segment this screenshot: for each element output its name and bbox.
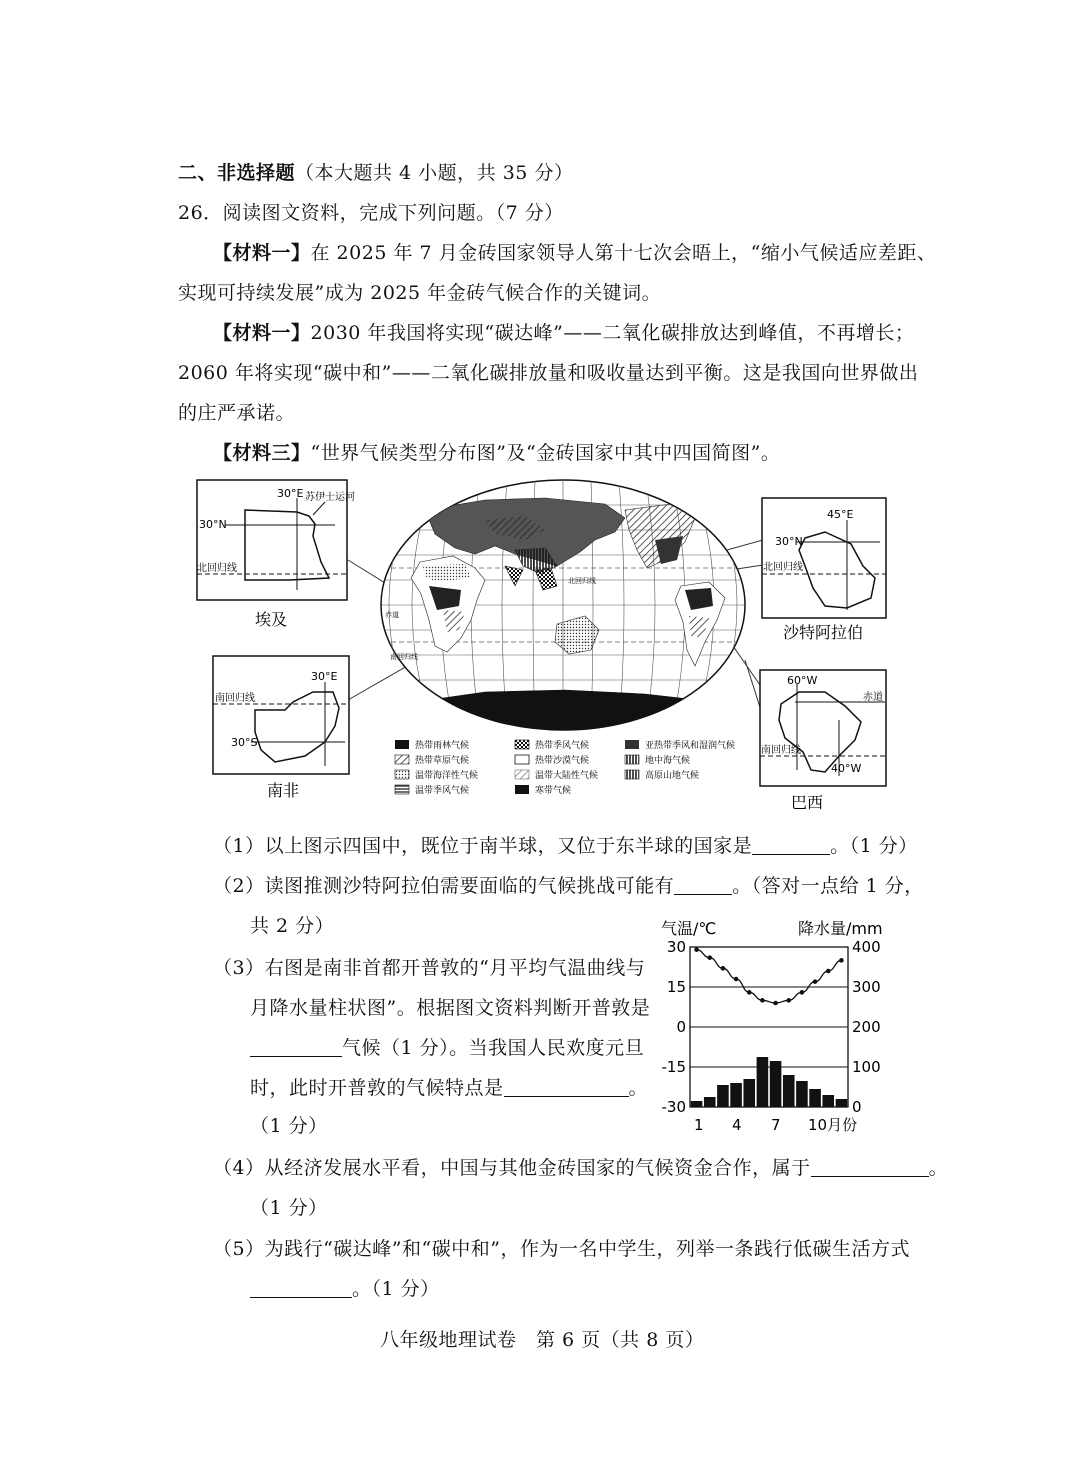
left-tick-1: 15 [666, 978, 686, 996]
material2-line2: 2060 年将实现“碳中和”——二氧化碳排放量和吸收量达到平衡。这是我国向世界做出 [178, 362, 919, 384]
precip-bar-3 [717, 1085, 729, 1107]
left-tick-2: 0 [676, 1018, 686, 1036]
material1-tag: 【材料一】 [213, 242, 311, 264]
map-tropic-n-label: 北回归线 [568, 577, 596, 585]
precip-bar-2 [704, 1097, 716, 1107]
right-tick-4: 0 [852, 1098, 862, 1116]
temperature-point-7 [773, 1001, 778, 1006]
precip-bar-6 [757, 1057, 769, 1107]
legend-item-6: 温带海洋性气候 [415, 771, 479, 781]
q5-line2 [250, 1276, 440, 1302]
legend-item-10: 寒带气候 [535, 786, 572, 796]
egypt-tropic-label: 北回归线 [197, 563, 237, 574]
material2-tag: 【材料一】 [213, 322, 311, 344]
material2-text1: 2030 年我国将实现“碳达峰”——二氧化碳排放达到峰值，不再增长； [310, 322, 915, 344]
right-tick-3: 100 [852, 1058, 881, 1076]
q3-feature-blank[interactable] [504, 1076, 629, 1097]
x-tick-10: 10月份 [808, 1116, 858, 1134]
q4-score: （1 分） [250, 1197, 328, 1219]
legend-item-7: 温带大陆性气候 [535, 771, 599, 781]
egypt-canal-label: 苏伊士运河 [305, 492, 355, 503]
brazil-tropic-label: 南回归线 [761, 745, 801, 756]
map-tropic-s-label: 南回归线 [390, 653, 418, 661]
chart-left-title: 气温/℃ [661, 919, 717, 938]
material3-line1 [213, 440, 780, 466]
temperature-point-6 [760, 998, 765, 1003]
brazil-equator-label: 赤道 [863, 692, 883, 703]
material3-tag: 【材料三】 [213, 442, 311, 464]
egypt-name: 埃及 [255, 610, 288, 629]
q3-line1: （3）右图是南非首都开普敦的“月平均气温曲线与 [213, 957, 646, 979]
temperature-point-5 [747, 990, 752, 995]
cape-town-climate-chart [655, 912, 905, 1140]
q2-text: （2）读图推测沙特阿拉伯需要面临的气候挑战可能有 [213, 875, 675, 897]
right-tick-1: 300 [852, 978, 881, 996]
temperature-point-3 [721, 966, 726, 971]
material1-line1 [213, 240, 936, 266]
south-africa-lon-label: 30°E [311, 670, 338, 683]
egypt-lat-label: 30°N [199, 518, 227, 531]
x-tick-1: 1 [694, 1116, 704, 1134]
q4 [213, 1155, 948, 1181]
q1 [213, 833, 918, 859]
right-tick-0: 400 [852, 938, 881, 956]
precip-bar-5 [743, 1079, 755, 1107]
q1-text: （1）以上图示四国中，既位于南半球，又位于东半球的国家是 [213, 835, 753, 857]
question-title: 26．阅读图文资料，完成下列问题。（7 分） [178, 202, 564, 224]
temperature-point-4 [734, 977, 739, 982]
material1-line2: 实现可持续发展”成为 2025 年金砖气候合作的关键词。 [178, 282, 662, 304]
left-tick-4: -30 [661, 1098, 686, 1116]
q2-score-line2: 共 2 分） [250, 915, 335, 937]
climate-figure [185, 470, 905, 820]
saudi-lon-label: 45°E [827, 508, 854, 521]
precip-bar-7 [770, 1061, 782, 1107]
q3-line3 [250, 1035, 644, 1061]
section-heading [178, 160, 573, 186]
precip-bar-11 [822, 1095, 834, 1107]
brazil-lon2-label: 40°W [831, 762, 862, 775]
legend-item-1: 热带季风气候 [535, 741, 590, 751]
q3-line4-text: 时，此时开普敦的气候特点是 [250, 1077, 504, 1099]
south-africa-inset [213, 656, 349, 800]
egypt-inset [197, 480, 355, 629]
q4-text: （4）从经济发展水平看，中国与其他金砖国家的气候资金合作，属于 [213, 1157, 811, 1179]
q4-end: 。 [928, 1157, 949, 1179]
q5-score: 。（1 分） [352, 1278, 440, 1300]
brazil-inset [760, 670, 886, 812]
south-africa-name: 南非 [267, 781, 300, 800]
legend-item-5: 地中海气候 [645, 756, 691, 766]
legend-item-9: 温带季风气候 [415, 786, 470, 796]
q3-climate-blank[interactable] [250, 1036, 342, 1057]
saudi-tropic-label: 北回归线 [763, 562, 803, 573]
q3-score: （1 分） [250, 1115, 328, 1137]
temperature-point-12 [839, 958, 844, 963]
q5: （5）为践行“碳达峰”和“碳中和”，作为一名中学生，列举一条践行低碳生活方式 [213, 1238, 910, 1260]
south-africa-tropic-label: 南回归线 [215, 693, 255, 704]
x-tick-7: 7 [771, 1116, 781, 1134]
x-tick-4: 4 [732, 1116, 742, 1134]
q2-score: 。（答对一点给 1 分， [732, 875, 924, 897]
brazil-lon-label: 60°W [787, 674, 818, 687]
saudi-lat-label: 30°N [775, 535, 803, 548]
precip-bar-9 [796, 1081, 808, 1107]
temperature-point-10 [813, 979, 818, 984]
section-heading-title: 二、非选择题 [178, 162, 296, 184]
map-equator-label: 赤道 [385, 611, 399, 619]
precip-bar-12 [836, 1099, 848, 1107]
precip-bar-1 [691, 1101, 703, 1107]
precip-bar-10 [809, 1089, 821, 1107]
left-tick-0: 30 [666, 938, 686, 956]
temperature-point-11 [826, 969, 831, 974]
saudi-inset [762, 498, 886, 642]
q5-answer-blank[interactable] [250, 1277, 352, 1298]
south-africa-lat-label: 30°S [231, 736, 258, 749]
q3-line2: 月降水量柱状图”。根据图文资料判断开普敦是 [250, 997, 651, 1019]
q4-answer-blank[interactable] [811, 1156, 929, 1177]
legend-item-2: 亚热带季风和湿润气候 [645, 741, 736, 751]
q2 [213, 873, 924, 899]
temperature-point-8 [786, 998, 791, 1003]
right-tick-2: 200 [852, 1018, 881, 1036]
temperature-point-9 [800, 990, 805, 995]
precip-bar-4 [730, 1083, 742, 1107]
temperature-curve [697, 950, 842, 1003]
q2-answer-blank[interactable] [674, 874, 732, 895]
saudi-name: 沙特阿拉伯 [783, 623, 864, 642]
brazil-name: 巴西 [791, 793, 824, 812]
world-climate-map [375, 480, 755, 732]
page-footer: 八年级地理试卷 第 6 页（共 8 页） [380, 1329, 705, 1351]
material1-text1: 在 2025 年 7 月金砖国家领导人第十七次会晤上，“缩小气候适应差距、 [310, 242, 937, 264]
q1-answer-blank[interactable] [752, 834, 830, 855]
material3-text1: “世界气候类型分布图”及“金砖国家中其中四国简图”。 [310, 442, 781, 464]
q3-line3-text: 气候（1 分）。当我国人民欢度元旦 [342, 1037, 645, 1059]
q3-line4 [250, 1075, 648, 1101]
material2-line3: 的庄严承诺。 [178, 402, 296, 424]
material2-line1 [213, 320, 914, 346]
legend-item-8: 高原山地气候 [645, 771, 700, 781]
q3-line4-end: 。 [628, 1077, 649, 1099]
left-tick-3: -15 [661, 1058, 686, 1076]
precip-bar-8 [783, 1075, 795, 1107]
legend-item-0: 热带雨林气候 [415, 741, 470, 751]
q1-score: 。（1 分） [830, 835, 918, 857]
chart-right-title: 降水量/mm [798, 919, 883, 938]
map-legend [395, 739, 735, 796]
temperature-point-1 [694, 947, 699, 952]
temperature-point-2 [707, 955, 712, 960]
legend-item-3: 热带草原气候 [415, 756, 470, 766]
section-heading-info: （本大题共 4 小题，共 35 分） [295, 162, 574, 184]
egypt-lon-label: 30°E [277, 487, 304, 500]
legend-item-4: 热带沙漠气候 [535, 756, 590, 766]
